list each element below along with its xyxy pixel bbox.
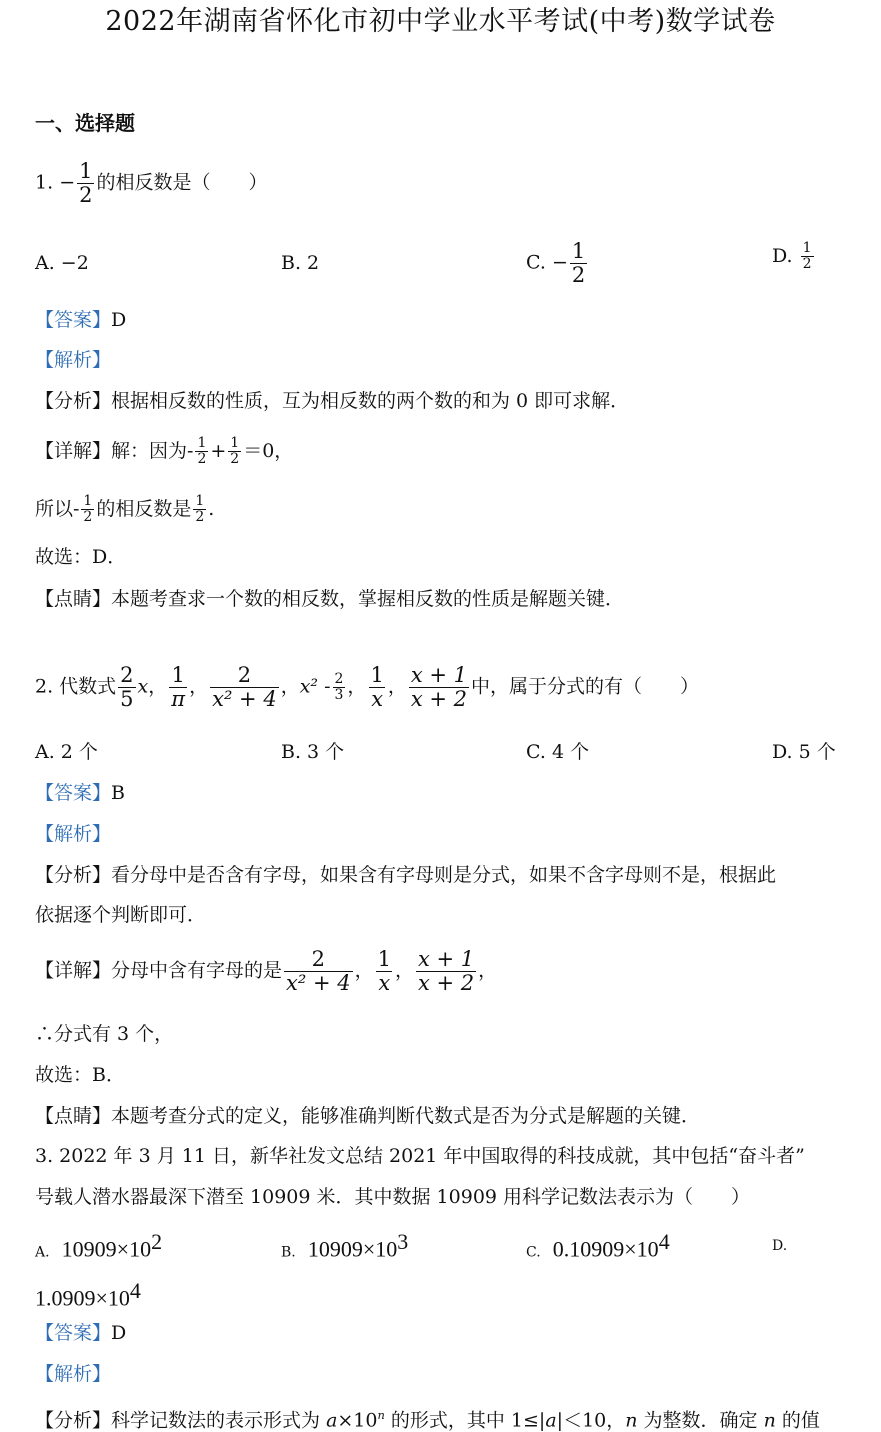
analysis-text: 【分析】看分母中是否含有字母，如果含有字母则是分式，如果不含字母则不是，根据此 (35, 864, 777, 886)
analysis-label: 【解析】 (35, 349, 112, 371)
analysis-label: 【解析】 (35, 1363, 112, 1385)
answer-line: 【答案】B (35, 782, 125, 804)
option-d-label: D. (772, 1238, 788, 1254)
therefore-line: ∴分式有 3 个， (35, 1023, 174, 1045)
question-number: 1. (35, 171, 54, 194)
analysis-text: 【分析】科学记数法的表示形式为 $a\times 10^n$ 的形式，其中 1≤|a|＜10，n 为整数．确定 n 的值 (35, 1408, 820, 1432)
option-a: A. 2 个 (35, 741, 98, 763)
question-text: 的相反数是（ ） (96, 171, 268, 194)
option-d: D. $\frac{1}{2}$ (772, 240, 812, 273)
option-d: D. 5 个 (772, 741, 836, 763)
option-a: A. −2 (35, 252, 89, 274)
option-c: C. − $\frac{1}{2}$ (526, 239, 586, 288)
section-heading: 一、选择题 (35, 111, 135, 135)
choice-line: 故选：B． (35, 1064, 125, 1086)
detail-line: 所以- $\frac{1}{2}$ 的相反数是 $\frac{1}{2}$ . (35, 493, 215, 526)
page-title: 2022年湖南省怀化市初中学业水平考试(中考)数学试卷 (105, 6, 776, 37)
option-c: C. 4 个 (526, 741, 590, 763)
question-3: 3. 2022 年 3 月 11 日，新华社发文总结 2021 年中国取得的科技成就，其中包括“奋斗者” (35, 1145, 805, 1167)
answer-line: 【答案】D (35, 309, 127, 331)
detail-line: 【详解】解：因为- $\frac{1}{2}$ + $\frac{1}{2}$ ＝0， (35, 435, 294, 468)
option-a: A. $10909\times 10^2$ (35, 1229, 163, 1262)
comment-line: 【点睛】本题考查求一个数的相反数，掌握相反数的性质是解题关键． (35, 588, 625, 610)
comment-line: 【点睛】本题考查分式的定义，能够准确判断代数式是否为分式是解题的关键． (35, 1105, 701, 1127)
question-3-cont: 号载人潜水器最深下潜至 10909 米．其中数据 10909 用科学记数法表示为（ ） (35, 1186, 751, 1208)
question-2: 2. 代数式 $\frac{2}{5}$ x， $\frac{1}{\pi}$ ， $\frac{2}{\text{x² + 4}}$ ，x² - $\frac{2}{3}$ ， $\frac{1}{x}$ ， $\frac{x + 1}{x + 2}$ 中，属于分式的有（ ） (35, 663, 699, 712)
analysis-label: 【解析】 (35, 823, 112, 845)
option-b: B. 2 (281, 252, 320, 274)
answer-line: 【答案】D (35, 1322, 127, 1344)
option-b: B. $10909\times 10^3$ (281, 1229, 409, 1262)
analysis-text: 【分析】根据相反数的性质，互为相反数的两个数的和为 0 即可求解． (35, 390, 630, 412)
detail-line: 【详解】分母中含有字母的是 $\frac{2}{\text{x² + 4}}$ ， $\frac{1}{x}$ ， $\frac{x + 1}{x + 2}$ ， (35, 947, 498, 996)
option-d: $1.0909\times 10^4$ (35, 1278, 141, 1311)
question-1: 1. − $\frac{1}{2}$ 的相反数是（ ） (35, 159, 268, 208)
choice-line: 故选：D． (35, 546, 127, 568)
fraction: $\frac{1}{2}$ (79, 159, 93, 208)
option-c: C. $0.10909\times 10^4$ (526, 1229, 670, 1262)
analysis-text: 依据逐个判断即可． (35, 904, 207, 926)
option-b: B. 3 个 (281, 741, 345, 763)
